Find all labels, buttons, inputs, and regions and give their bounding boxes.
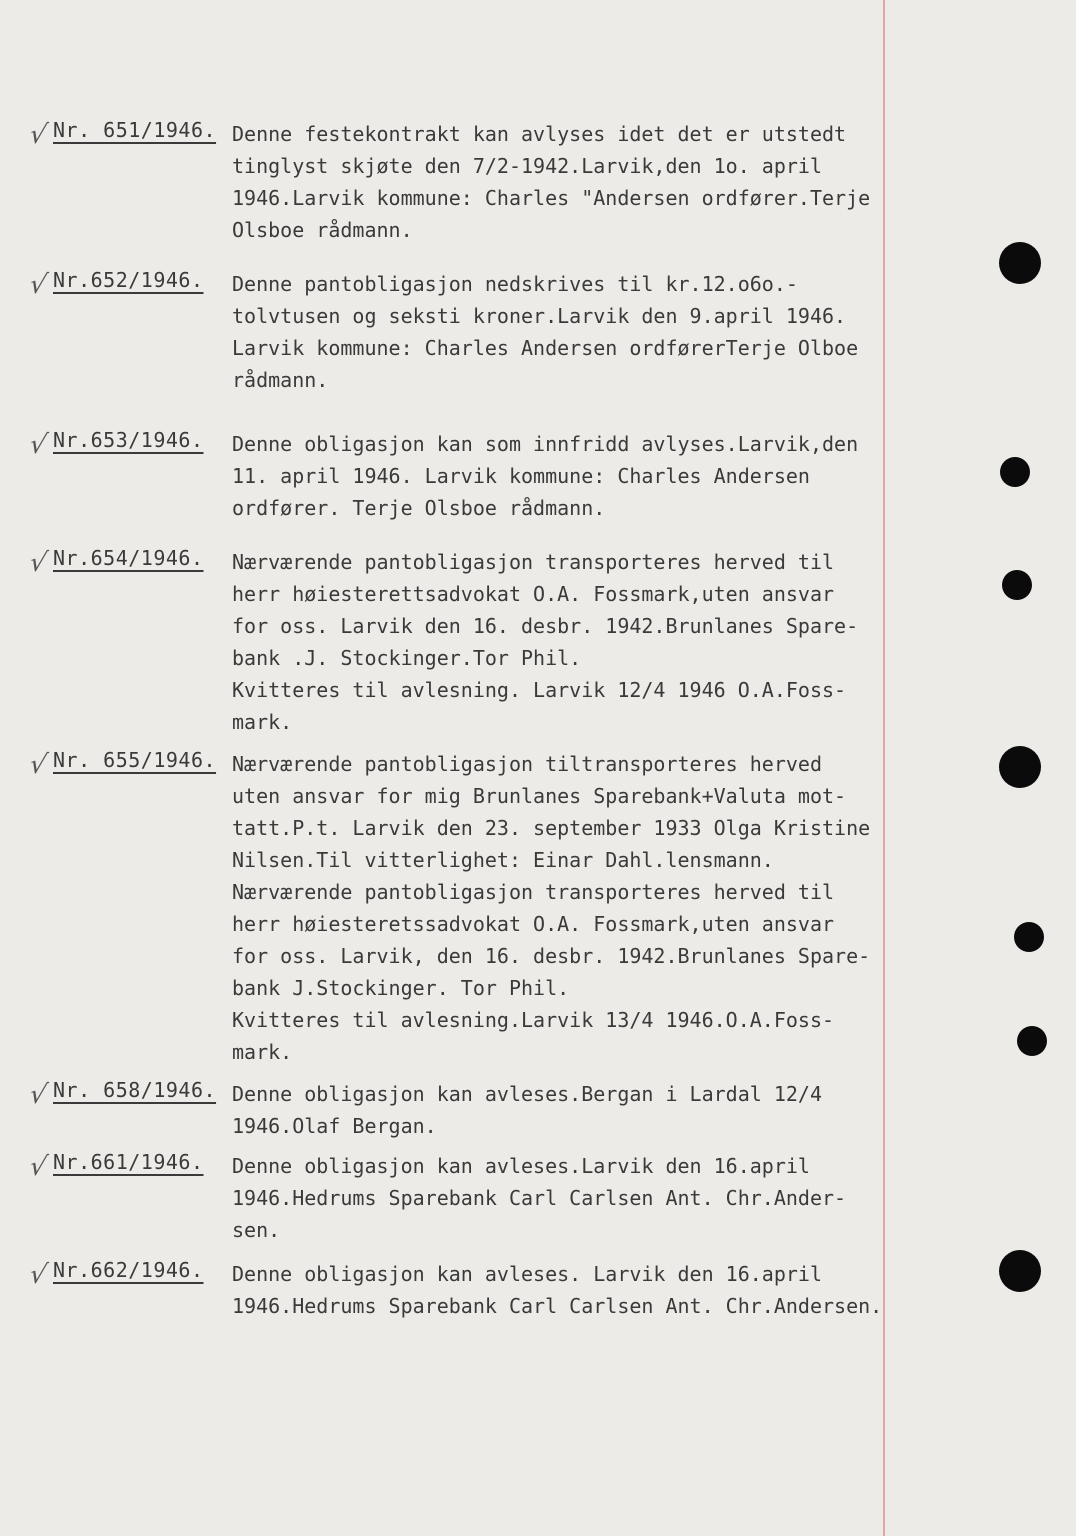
entry-line: Denne obligasjon kan avleses.Larvik den 16.april bbox=[232, 1154, 810, 1178]
check-mark: √ bbox=[26, 1152, 50, 1182]
entry-line: Larvik kommune: Charles Andersen ordførerTerje Olboe bbox=[232, 336, 859, 360]
entry-number: Nr.653/1946. bbox=[53, 428, 204, 452]
check-mark: √ bbox=[26, 430, 50, 460]
entry-line: mark. bbox=[232, 710, 293, 734]
entry-text bbox=[232, 546, 912, 738]
entry-number: Nr.662/1946. bbox=[53, 1258, 204, 1282]
entry-text bbox=[232, 1258, 912, 1322]
entry-line: for oss. Larvik, den 16. desbr. 1942.Brunlanes Spare- bbox=[232, 944, 871, 968]
entry-text bbox=[232, 1078, 912, 1142]
entry-line: tinglyst skjøte den 7/2-1942.Larvik,den 1o. april bbox=[232, 154, 823, 178]
entry-line: Denne festekontrakt kan avlyses idet det er utstedt bbox=[232, 122, 847, 146]
entry-line: bank J.Stockinger. Tor Phil. bbox=[232, 976, 570, 1000]
entry-line: Denne obligasjon kan avleses. Larvik den 16.april bbox=[232, 1262, 823, 1286]
entry-line: 1946.Hedrums Sparebank Carl Carlsen Ant. Chr.Andersen. bbox=[232, 1294, 883, 1318]
entry-number: Nr. 655/1946. bbox=[53, 748, 217, 772]
punch-hole bbox=[999, 242, 1041, 284]
entry-line: ordfører. Terje Olsboe rådmann. bbox=[232, 496, 606, 520]
entry-line: rådmann. bbox=[232, 368, 329, 392]
check-mark: √ bbox=[26, 270, 50, 300]
entry-number: Nr.654/1946. bbox=[53, 546, 204, 570]
entry-line: Denne obligasjon kan som innfridd avlyses.Larvik,den bbox=[232, 432, 859, 456]
entry-number: Nr. 658/1946. bbox=[53, 1078, 217, 1102]
entry-line: Nærværende pantobligasjon transporteres herved til bbox=[232, 880, 835, 904]
entry-line: Nærværende pantobligasjon transporteres herved til bbox=[232, 550, 835, 574]
entry-line: Kvitteres til avlesning. Larvik 12/4 1946 O.A.Foss- bbox=[232, 678, 847, 702]
entry-line: 1946.Hedrums Sparebank Carl Carlsen Ant. Chr.Ander- bbox=[232, 1186, 847, 1210]
entry-number: Nr.652/1946. bbox=[53, 268, 204, 292]
entry-line: bank .J. Stockinger.Tor Phil. bbox=[232, 646, 582, 670]
entry-text bbox=[232, 428, 912, 524]
entry-line: sen. bbox=[232, 1218, 281, 1242]
check-mark: √ bbox=[26, 1080, 50, 1110]
entry-line: 11. april 1946. Larvik kommune: Charles Andersen bbox=[232, 464, 810, 488]
entry-line: Kvitteres til avlesning.Larvik 13/4 1946.O.A.Foss- bbox=[232, 1008, 835, 1032]
punch-hole bbox=[999, 1250, 1041, 1292]
entry-line: Olsboe rådmann. bbox=[232, 218, 413, 242]
entry-number: Nr.661/1946. bbox=[53, 1150, 204, 1174]
entry-line: mark. bbox=[232, 1040, 293, 1064]
entry-text bbox=[232, 268, 912, 396]
entry-line: uten ansvar for mig Brunlanes Sparebank+Valuta mot- bbox=[232, 784, 847, 808]
entry-line: 1946.Larvik kommune: Charles "Andersen ordfører.Terje bbox=[232, 186, 871, 210]
entry-line: Nærværende pantobligasjon tiltransporteres herved bbox=[232, 752, 823, 776]
entry-number: Nr. 651/1946. bbox=[53, 118, 217, 142]
entry-text bbox=[232, 118, 912, 246]
punch-hole bbox=[1014, 922, 1044, 952]
entry-line: herr høiesteretssadvokat O.A. Fossmark,uten ansvar bbox=[232, 912, 835, 936]
check-mark: √ bbox=[26, 120, 50, 150]
check-mark: √ bbox=[26, 1260, 50, 1290]
entry-text bbox=[232, 1150, 912, 1246]
punch-hole bbox=[1002, 570, 1032, 600]
entry-line: tatt.P.t. Larvik den 23. september 1933 Olga Kristine bbox=[232, 816, 871, 840]
punch-hole bbox=[1017, 1026, 1047, 1056]
check-mark: √ bbox=[26, 750, 50, 780]
punch-hole bbox=[999, 746, 1041, 788]
entry-text bbox=[232, 748, 912, 1068]
punch-hole bbox=[1000, 457, 1030, 487]
entry-line: for oss. Larvik den 16. desbr. 1942.Brunlanes Spare- bbox=[232, 614, 859, 638]
entry-line: Nilsen.Til vitterlighet: Einar Dahl.lensmann. bbox=[232, 848, 774, 872]
entry-line: tolvtusen og seksti kroner.Larvik den 9.april 1946. bbox=[232, 304, 847, 328]
entry-line: herr høiesterettsadvokat O.A. Fossmark,uten ansvar bbox=[232, 582, 835, 606]
check-mark: √ bbox=[26, 548, 50, 578]
entry-line: Denne obligasjon kan avleses.Bergan i Lardal 12/4 bbox=[232, 1082, 823, 1106]
entry-line: Denne pantobligasjon nedskrives til kr.12.o6o.- bbox=[232, 272, 798, 296]
entry-line: 1946.Olaf Bergan. bbox=[232, 1114, 437, 1138]
